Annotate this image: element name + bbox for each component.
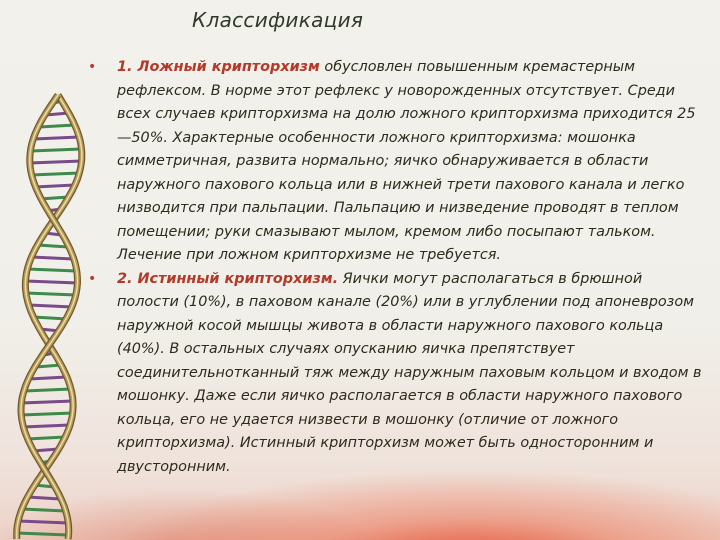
bullet-icon: •	[88, 270, 97, 287]
list-item-false-cryptorchidism	[88, 56, 708, 268]
slide-title: Классификация	[192, 8, 364, 32]
term-false-cryptorchidism: 1. Ложный крипторхизм	[117, 59, 320, 75]
list-item-true-cryptorchidism	[88, 268, 708, 480]
text-true-cryptorchidism: Яички могут располагаться в брюшной полости (10%), в паховом канале (20%) или в углублении под апоневрозом наружной косой мышцы живота в области наружного пахового кольца (40%). В остальных случаях опусканию яичка препятствует соединительнотканный тяж между наружным паховым кольцом и входом в мошонку. Даже если яичко располагается в области наружного пахового кольца, его не удается низвести в мошонку (отличие от ложного крипторхизма). Истинный крипторхизм может быть односторонним и двусторонним.	[117, 270, 702, 475]
bullet-icon: •	[88, 59, 97, 75]
text-false-cryptorchidism: обусловлен повышенным кремастерным рефлексом. В норме этот рефлекс у новорожденных отсутствует. Среди всех случаев крипторхизма на долю ложного крипторхизма приходится 25—50%. Характерные особенности ложного крипторхизма: мошонка симметричная, развита нормально; яичко обнаруживается в области наружного пахового кольца или в нижней трети пахового канала и легко низводится при пальпации. Пальпацию и низведение проводят в теплом помещении; руки смазывают мылом, кремом либо посыпают тальком. Лечение при ложном крипторхизме не требуется.	[117, 59, 696, 263]
slide-content	[88, 56, 708, 479]
term-true-cryptorchidism: 2. Истинный крипторхизм.	[117, 270, 339, 287]
